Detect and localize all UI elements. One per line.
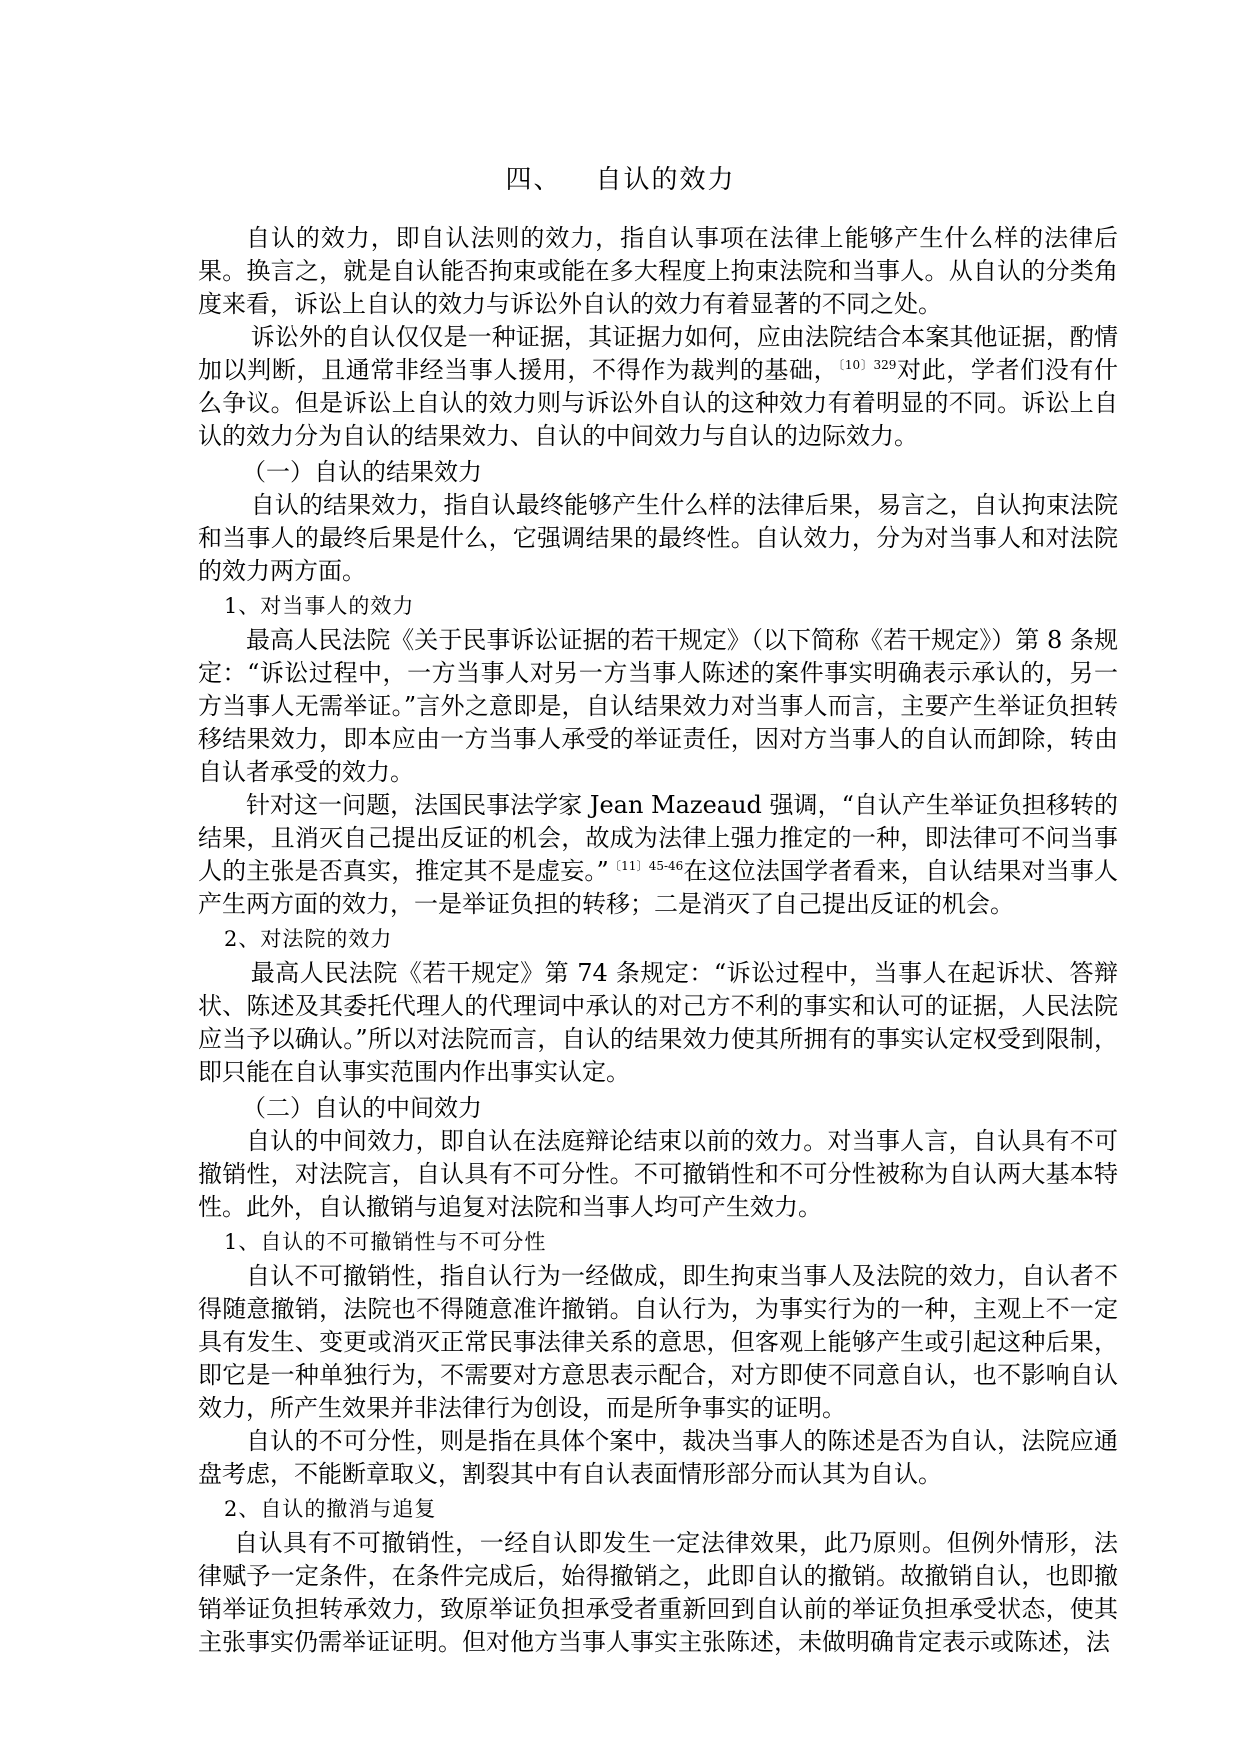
paragraph-revocation: 自认具有不可撤销性，一经自认即发生一定法律效果，此乃原则。但例外情形，法律赋予一定条件，在条件完成后，始得撤销之，此即自认的撤销。故撤销自认，也即撤销举证负担转承效力，致原举证负担承受者重新回到自认前的举证负担承受状态，使其主张事实仍需举证证明。但对他方当事人事实主张陈述，未做明确肯定表示或陈述，法	[198, 1529, 1118, 1656]
page-title	[0, 160, 1241, 200]
subsection-heading: （一）自认的结果效力	[242, 458, 482, 486]
subsection-heading: （二）自认的中间效力	[242, 1094, 482, 1122]
paragraph-intermediate-effect: 自认的中间效力，即自认在法庭辩论结束以前的效力。对当事人言，自认具有不可撤销性，对法院言，自认具有不可分性。不可撤销性和不可分性被称为自认两大基本特性。此外，自认撤销与追复对法院和当事人均可产生效力。	[198, 1127, 1118, 1221]
sub-subsection-heading: 2、自认的撤消与追复	[224, 1497, 437, 1521]
section-number: 四、	[505, 165, 562, 195]
document-body	[198, 222, 1118, 1659]
paragraph-result-effect: 自认的结果效力，指自认最终能够产生什么样的法律后果，易言之，自认拘束法院和当事人的最终后果是什么，它强调结果的最终性。自认效力，分为对当事人和对法院的效力两方面。	[198, 491, 1118, 585]
section-title: 自认的效力	[595, 165, 736, 195]
paragraph-text: 对此，学者们没有什么争议。但是诉讼上自认的效力则与诉讼外自认的这种效力有着明显的不同。诉讼上自认的效力分为自认的结果效力、自认的中间效力与自认的边际效力。	[198, 356, 1118, 450]
sub-subsection-heading: 2、对法院的效力	[224, 927, 393, 951]
citation-marker: 〔10〕329	[838, 358, 897, 372]
paragraph-indivisibility: 自认的不可分性，则是指在具体个案中，裁决当事人的陈述是否为自认，法院应通盘考虑，不能断章取义，割裂其中有自认表面情形部分而认其为自认。	[198, 1427, 1118, 1488]
sub-subsection-heading: 1、自认的不可撤销性与不可分性	[224, 1230, 547, 1254]
paragraph-effect-on-court: 最高人民法院《若干规定》第 74 条规定：“诉讼过程中，当事人在起诉状、答辩状、陈述及其委托代理人的代理词中承认的对己方不利的事实和认可的证据，人民法院应当予以确认。”所以对法院而言，自认的结果效力使其所拥有的事实认定权受到限制，即只能在自认事实范围内作出事实认定。	[198, 959, 1118, 1086]
citation-marker: 〔11〕45-46	[608, 859, 684, 873]
sub-subsection-heading: 1、对当事人的效力	[224, 594, 415, 618]
paragraph-effect-on-parties: 最高人民法院《关于民事诉讼证据的若干规定》（以下简称《若干规定》）第 8 条规定：“诉讼过程中，一方当事人对另一方当事人陈述的案件事实明确表示承认的，另一方当事人无需举证。”言外之意即是，自认结果效力对当事人而言，主要产生举证负担转移结果效力，即本应由一方当事人承受的举证责任，因对方当事人的自认而卸除，转由自认者承受的效力。	[198, 626, 1118, 786]
paragraph-intro: 自认的效力，即自认法则的效力，指自认事项在法律上能够产生什么样的法律后果。换言之，就是自认能否拘束或能在多大程度上拘束法院和当事人。从自认的分类角度来看，诉讼上自认的效力与诉讼外自认的效力有着显著的不同之处。	[198, 224, 1118, 318]
paragraph-text: 诉讼外的自认仅仅是一种证据，其证据力如何，应由法院结合本案其他证据，酌情加以判断，且通常非经当事人援用，不得作为裁判的基础，	[198, 323, 1118, 384]
paragraph-mazeaud	[198, 789, 1118, 921]
paragraph-irrevocability: 自认不可撤销性，指自认行为一经做成，即生拘束当事人及法院的效力，自认者不得随意撤销，法院也不得随意准许撤销。自认行为，为事实行为的一种，主观上不一定具有发生、变更或消灭正常民事法律关系的意思，但客观上能够产生或引起这种后果，即它是一种单独行为，不需要对方意思表示配合，对方即使不同意自认，也不影响自认效力，所产生效果并非法律行为创设，而是所争事实的证明。	[198, 1262, 1118, 1422]
paragraph-out-of-court-admission	[198, 321, 1118, 453]
paragraph-text: 针对这一问题，法国民事法学家 Jean Mazeaud 强调，“自认产生举证负担移转的结果，且消灭自己提出反证的机会，故成为法律上强力推定的一种，即法律可不问当事人的主张是否真实，推定其不是虚妄。”	[198, 791, 1118, 885]
paragraph-text: 在这位法国学者看来，自认结果对当事人产生两方面的效力，一是举证负担的转移；二是消灭了自己提出反证的机会。	[198, 857, 1118, 918]
